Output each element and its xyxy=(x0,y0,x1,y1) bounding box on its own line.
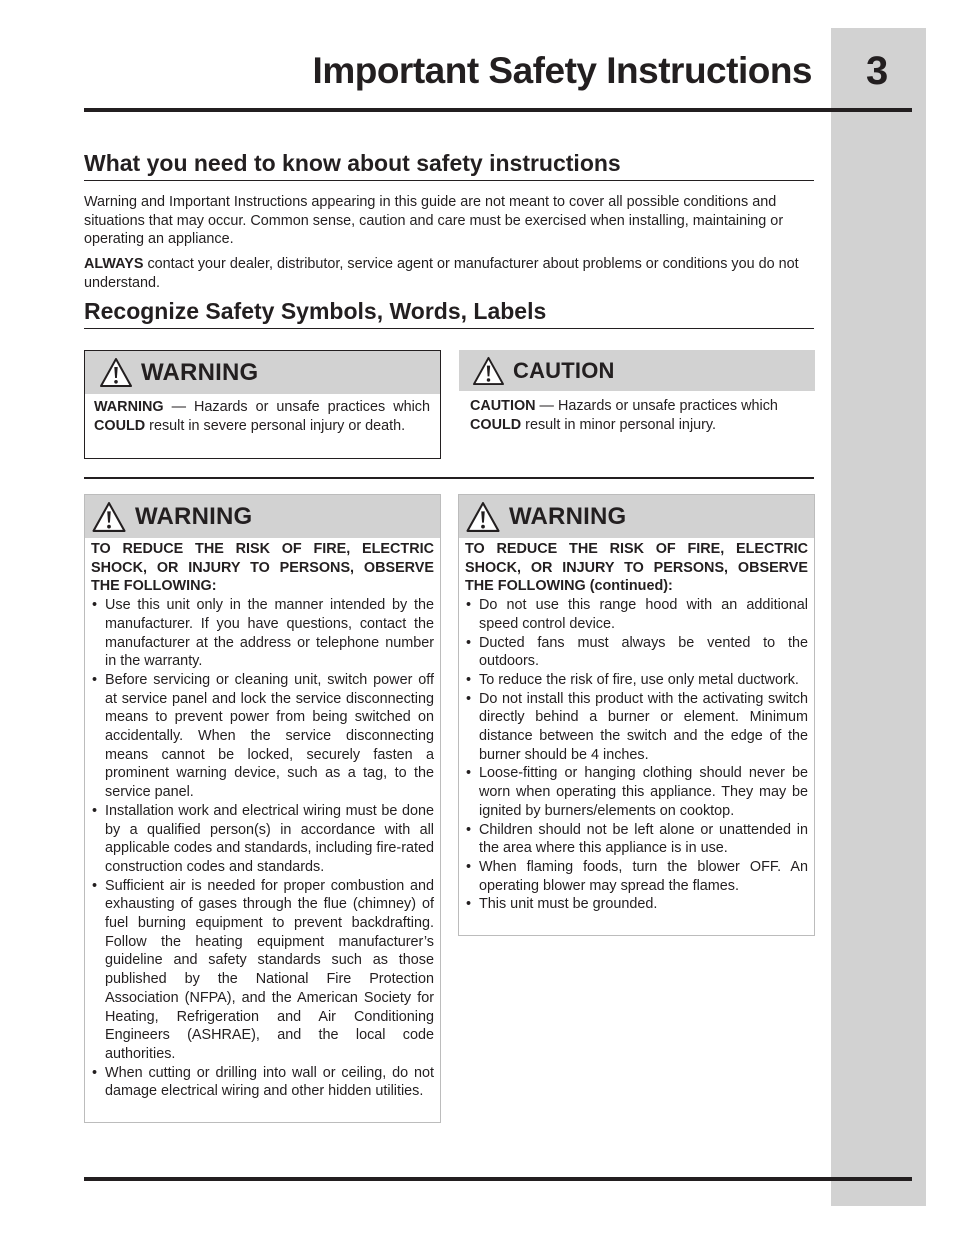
warning-triangle-icon xyxy=(99,357,133,388)
list-item: • Children should not be left alone or unattended in the area where this appliance is in use. xyxy=(465,821,808,858)
list-item: • Use this unit only in the manner intended by the manufacturer. If you have questions, contact the manufacturer at the address or telephone number in the warranty. xyxy=(91,596,434,671)
always-rest: contact your dealer, distributor, service agent or manufacturer about problems or conditions you do not understand. xyxy=(84,256,799,291)
section-heading-safety-instructions: What you need to know about safety instructions xyxy=(84,149,814,181)
warning-sample-header xyxy=(85,351,440,394)
warning-triangle-icon xyxy=(91,501,127,533)
warning-box-left xyxy=(84,494,441,1123)
caution-sample-lead: CAUTION xyxy=(470,398,536,414)
bottom-rule xyxy=(84,1177,912,1181)
section-divider xyxy=(84,477,814,479)
warning-sample-text1: — Hazards or unsafe practices which xyxy=(163,399,430,415)
list-item: • Sufficient air is needed for proper combustion and exhausting of gases through the flue (chimney) of fuel burning equipment to prevent backdrafting. Follow the heating equipment manufacturer’s guideline and safety standards such as those published by the National Fire Protection Association (NFPA), and the American Society for Heating, Refrigeration and Air Conditioning Engineers (ASHRAE), and the local code authorities. xyxy=(91,877,434,1064)
warning-left-lead: TO REDUCE THE RISK OF FIRE, ELECTRIC SHOCK, OR INJURY TO PERSONS, OBSERVE THE FOLLOWING: xyxy=(91,541,434,595)
warning-sample-title: WARNING xyxy=(141,358,259,386)
always-bold: ALWAYS xyxy=(84,256,144,272)
caution-sample-title: CAUTION xyxy=(513,357,615,383)
warning-sample-could: COULD xyxy=(94,417,146,434)
warning-right-body xyxy=(459,538,814,914)
warning-box-right xyxy=(458,494,815,936)
section-heading-safety-symbols: Recognize Safety Symbols, Words, Labels xyxy=(84,297,814,329)
page-title: Important Safety Instructions xyxy=(312,50,812,91)
list-item: • When cutting or drilling into wall or ceiling, do not damage electrical wiring and other hidden utilities. xyxy=(91,1064,434,1101)
list-item: • Before servicing or cleaning unit, switch power off at service panel and lock the service disconnecting means to prevent power from being switched on accidentally. When the service disconnecting means cannot be locked, securely fasten a prominent warning device, such as a tag, to the service panel. xyxy=(91,671,434,802)
title-rule xyxy=(84,108,912,112)
caution-triangle-icon xyxy=(472,356,505,386)
caution-sample-could: COULD xyxy=(470,416,522,433)
list-item: • To reduce the risk of fire, use only metal ductwork. xyxy=(465,671,808,690)
warning-sample-text xyxy=(85,394,440,435)
caution-sample-text2: result in minor personal injury. xyxy=(521,416,717,433)
warning-left-body xyxy=(85,538,440,1101)
caution-sample-header xyxy=(459,350,815,391)
list-item: • Ducted fans must always be vented to the outdoors. xyxy=(465,634,808,671)
warning-triangle-icon xyxy=(465,501,501,533)
warning-right-title: WARNING xyxy=(509,502,627,530)
warning-right-header xyxy=(459,495,814,538)
caution-sample-text xyxy=(459,391,815,434)
list-item: • When flaming foods, turn the blower OFF. An operating blower may spread the flames. xyxy=(465,858,808,895)
page-side-tab xyxy=(831,28,926,1206)
warning-right-list xyxy=(465,596,808,914)
always-contact-paragraph xyxy=(84,255,814,292)
list-item: • Do not install this product with the activating switch directly behind a burner or element. Minimum distance between the switch and the edge of the burner should be 4 inches. xyxy=(465,690,808,765)
page-number: 3 xyxy=(866,49,889,93)
warning-right-lead: TO REDUCE THE RISK OF FIRE, ELECTRIC SHOCK, OR INJURY TO PERSONS, OBSERVE THE FOLLOWING (continued): xyxy=(465,541,808,595)
list-item: • Loose-fitting or hanging clothing should never be worn when operating this appliance. They may be ignited by burners/elements on cooktop. xyxy=(465,764,808,820)
warning-sample-text2: result in severe personal injury or death. xyxy=(145,417,406,434)
warning-left-header xyxy=(85,495,440,538)
caution-sample-text1: — Hazards or unsafe practices which xyxy=(535,398,778,414)
warning-sample-lead: WARNING xyxy=(94,399,164,415)
caution-sample-box xyxy=(459,350,815,442)
intro-paragraph: Warning and Important Instructions appearing in this guide are not meant to cover all possible conditions and situations that may occur. Common sense, caution and care must be exercised when installing, maintaining or operating an appliance. xyxy=(84,194,784,248)
warning-left-title: WARNING xyxy=(135,502,253,530)
warning-sample-box xyxy=(84,350,441,459)
list-item: • This unit must be grounded. xyxy=(465,895,808,914)
list-item: • Installation work and electrical wiring must be done by a qualified person(s) in accordance with all applicable codes and standards, including fire-rated construction codes and standards. xyxy=(91,802,434,877)
warning-left-list xyxy=(91,596,434,1101)
list-item: • Do not use this range hood with an additional speed control device. xyxy=(465,596,808,633)
